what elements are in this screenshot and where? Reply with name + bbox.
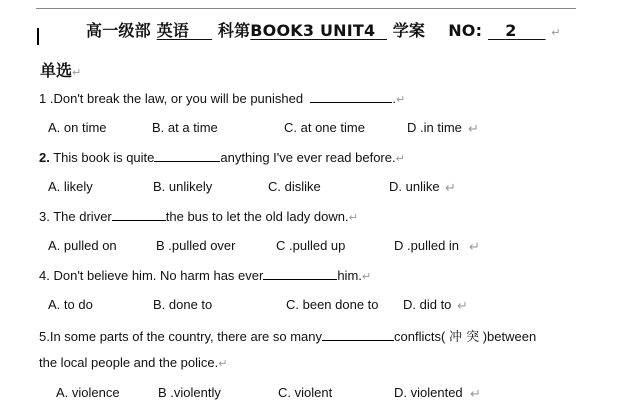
- title-unit: BOOK3 UNIT4: [250, 21, 376, 40]
- option-a[interactable]: A. violence: [56, 385, 120, 400]
- option-b[interactable]: B .pulled over: [156, 238, 236, 253]
- option-d[interactable]: D. unlike: [389, 179, 440, 194]
- option-c[interactable]: C. violent: [278, 385, 333, 400]
- option-a[interactable]: A. pulled on: [48, 238, 117, 253]
- section-title-text: 单选: [40, 61, 73, 80]
- question-1: [39, 90, 405, 106]
- option-b[interactable]: B. done to: [153, 297, 213, 312]
- question-number: 4.: [39, 268, 50, 283]
- question-text: The driver: [53, 209, 112, 224]
- option-a[interactable]: A. likely: [48, 179, 93, 194]
- question-3: [39, 208, 358, 224]
- option-d[interactable]: D .pulled in: [394, 238, 460, 253]
- question-text-mid: conflicts(: [394, 329, 446, 344]
- paragraph-mark-icon: ↵: [469, 239, 480, 254]
- paragraph-mark-icon: ↵: [457, 298, 468, 313]
- question-number: 3.: [39, 209, 50, 224]
- option-a[interactable]: A. on time: [48, 120, 107, 135]
- question-text-end: )between: [482, 329, 537, 344]
- paragraph-mark-icon: ↵: [395, 94, 406, 106]
- question-text-end: the bus to let the old lady down.: [165, 209, 349, 224]
- option-b[interactable]: B. at a time: [152, 120, 218, 135]
- paragraph-mark-icon: ↵: [395, 153, 405, 165]
- title-subject-suffix: 科第: [217, 21, 251, 40]
- answer-blank[interactable]: [310, 90, 392, 103]
- question-text: This book is quite: [53, 150, 155, 165]
- answer-blank[interactable]: [154, 149, 220, 162]
- title-no-label: NO:: [448, 21, 483, 40]
- answer-blank[interactable]: [322, 328, 394, 341]
- question-4: [39, 267, 371, 283]
- option-d[interactable]: D .in time: [407, 120, 462, 135]
- question-number: 1 .: [39, 91, 54, 106]
- header-rule: [36, 8, 576, 9]
- title-unit-pad: [375, 21, 387, 40]
- question-text-end: him.: [337, 268, 362, 283]
- option-c[interactable]: C. dislike: [268, 179, 321, 194]
- question-text: Don't break the law, or you will be punished: [53, 91, 304, 106]
- question-text-chinese: 冲 突: [448, 330, 480, 345]
- question-text-end: .: [392, 91, 396, 106]
- question-text-line2: the local people and the police.: [39, 355, 219, 370]
- paragraph-mark-icon: ↵: [468, 121, 479, 136]
- option-c[interactable]: C. been done to: [286, 297, 379, 312]
- paragraph-mark-icon: ↵: [445, 180, 456, 195]
- option-c[interactable]: C .pulled up: [276, 238, 346, 253]
- question-5-line2: [39, 355, 227, 370]
- paragraph-mark-icon: ↵: [218, 358, 228, 370]
- section-title: [40, 58, 81, 81]
- option-b[interactable]: B. unlikely: [153, 179, 213, 194]
- question-text-end: anything I've ever read before.: [220, 150, 396, 165]
- title-subject-pad: [189, 21, 212, 40]
- title-subject: 英语: [156, 21, 189, 40]
- title-no-value: 2: [505, 21, 517, 40]
- page-title: [86, 18, 561, 41]
- question-5: [39, 326, 536, 345]
- option-b[interactable]: B .violently: [158, 385, 221, 400]
- paragraph-mark-icon: ↵: [361, 271, 372, 283]
- answer-blank[interactable]: [263, 267, 337, 280]
- option-c[interactable]: C. at one time: [284, 120, 365, 135]
- question-number: 5.: [39, 329, 50, 344]
- option-a[interactable]: A. to do: [48, 297, 93, 312]
- paragraph-mark-icon: ↵: [348, 212, 358, 224]
- option-d[interactable]: D. did to: [403, 297, 452, 312]
- answer-blank[interactable]: [112, 208, 166, 221]
- paragraph-mark-icon: ↵: [470, 386, 481, 401]
- option-d[interactable]: D. violented: [394, 385, 463, 400]
- paragraph-mark-icon: ↵: [551, 26, 561, 39]
- title-prefix: 高一级部: [86, 21, 151, 40]
- text-cursor: [37, 28, 39, 45]
- question-text: Don't believe him. No harm has ever: [53, 268, 264, 283]
- title-doc-type: 学案: [392, 21, 426, 40]
- question-2: [39, 149, 405, 165]
- question-text: In some parts of the country, there are so many: [49, 329, 323, 344]
- paragraph-mark-icon: ↵: [72, 66, 82, 79]
- title-no-value-wrap: [488, 21, 546, 40]
- question-number: 2.: [39, 150, 50, 165]
